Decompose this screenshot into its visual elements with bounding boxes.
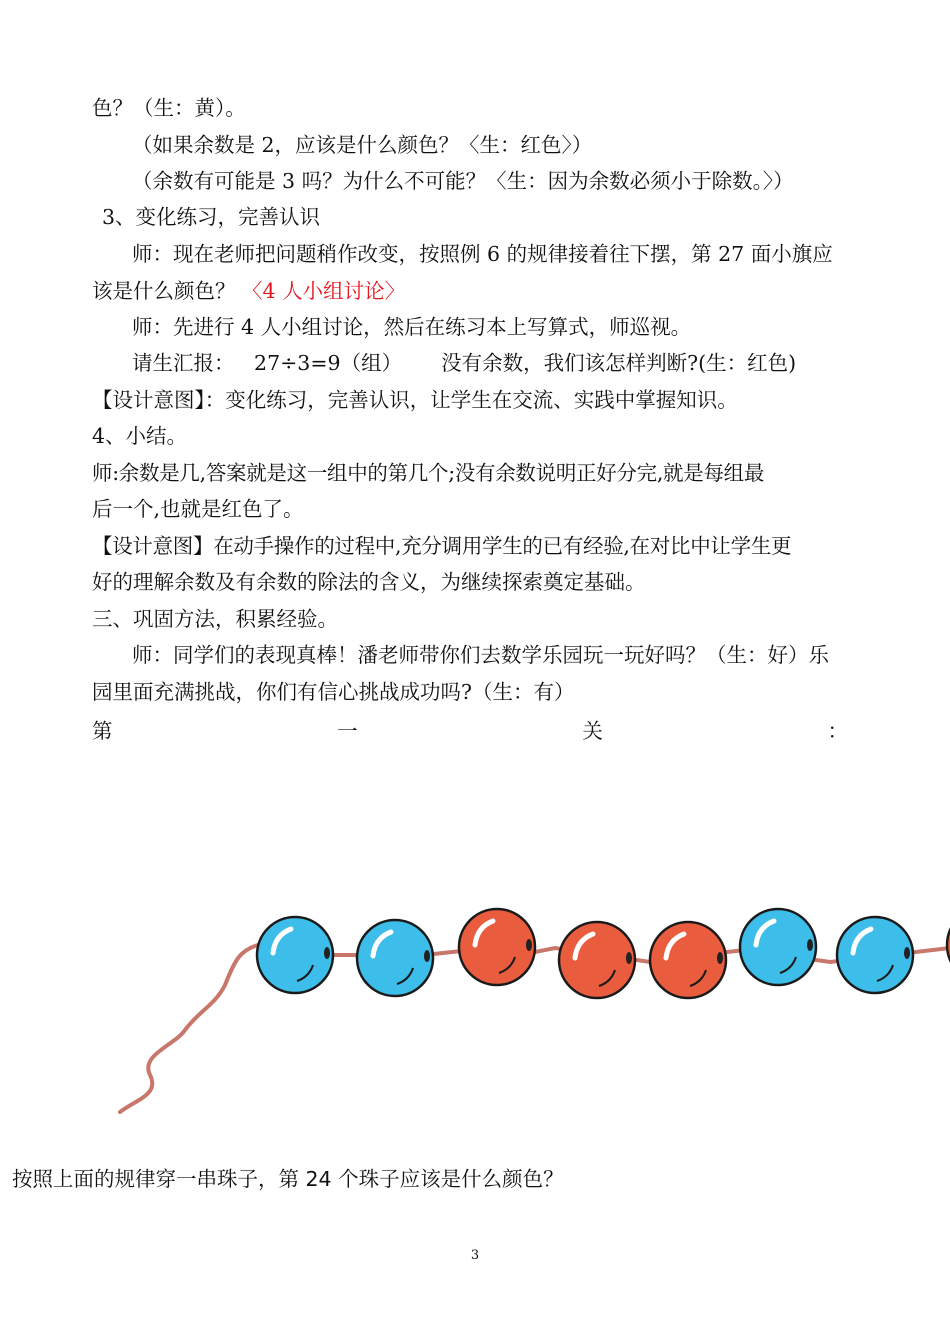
text-line-5: 师：现在老师把问题稍作改变，按照例 6 的规律接着往下摆，第 27 面小旗应 <box>132 242 833 266</box>
text-line-16: 师：同学们的表现真棒！潘老师带你们去数学乐园玩一玩好吗？（生：好）乐 <box>132 643 829 667</box>
text-line-14: 好的理解余数及有余数的除法的含义，为继续探索奠定基础。 <box>92 570 646 594</box>
red-bead <box>459 909 535 985</box>
blue-bead <box>357 920 433 996</box>
text-line-2: （如果余数是 2，应该是什么颜色？〈生：红色〉） <box>132 133 593 157</box>
bead-question: 按照上面的规律穿一串珠子，第 24 个珠子应该是什么颜色？ <box>12 1167 564 1191</box>
level-heading-char: ： <box>827 719 848 743</box>
level-heading-char: 第 <box>92 719 113 743</box>
level-heading-char: 一 <box>337 719 358 743</box>
red-bead <box>650 922 726 998</box>
section-heading-consolidate: 三、巩固方法，积累经验。 <box>92 607 338 631</box>
text-line-17: 园里面充满挑战，你们有信心挑战成功吗?（生：有） <box>92 680 575 704</box>
string-line <box>120 945 950 1112</box>
bead-string-illustration <box>0 890 950 1130</box>
design-intent-2: 【设计意图】在动手操作的过程中,充分调用学生的已有经验,在对比中让学生更 <box>92 534 792 558</box>
section-heading-summary: 4、小结。 <box>92 424 188 448</box>
group-discussion-note: 〈4 人小组讨论〉 <box>242 279 406 303</box>
page-number: 3 <box>470 1248 480 1263</box>
level-heading-char: 关 <box>582 719 603 743</box>
level-heading <box>92 714 848 744</box>
design-intent-1: 【设计意图】：变化练习，完善认识，让学生在交流、实践中掌握知识。 <box>92 388 738 412</box>
blue-bead <box>837 917 913 993</box>
blue-bead <box>740 909 816 985</box>
text-line-12: 后一个,也就是红色了。 <box>92 497 304 521</box>
blue-bead <box>257 917 333 993</box>
text-line-3: （余数有可能是 3 吗？为什么不可能？〈生：因为余数必须小于除数。〉） <box>132 169 794 193</box>
text-line-11: 师:余数是几,答案就是这一组中的第几个;没有余数说明正好分完,就是每组最 <box>92 461 765 485</box>
text-line-6: 该是什么颜色？ 〈4 人小组讨论〉 <box>92 279 406 303</box>
text-line-8: 请生汇报： 27÷3=9（组） 没有余数，我们该怎样判断?(生：红色) <box>132 351 797 375</box>
text-line-7: 师：先进行 4 人小组讨论，然后在练习本上写算式，师巡视。 <box>132 315 692 339</box>
text-line-1: 色？（生：黄）。 <box>92 96 246 120</box>
red-bead <box>559 922 635 998</box>
section-heading-variation: 3、变化练习，完善认识 <box>102 205 321 229</box>
